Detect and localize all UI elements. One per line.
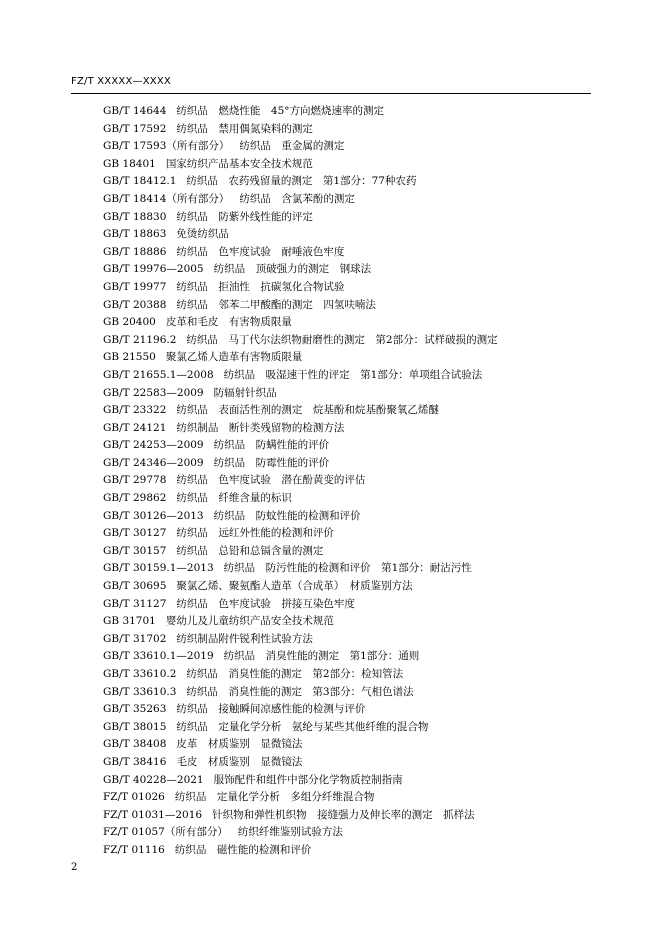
- standard-title: 纺织品 远红外性能的检测和评价: [176, 527, 334, 540]
- list-item: [103, 385, 633, 403]
- standard-title: 纺织品 色牢度试验 拼接互染色牢度: [176, 597, 355, 610]
- standard-title: 防辐射针织品: [213, 386, 277, 399]
- standard-title: 纺织品 接触瞬间凉感性能的检测与评价: [176, 703, 366, 716]
- list-item: [103, 789, 633, 807]
- standard-code: GB 31701: [103, 615, 156, 628]
- standard-title: 纺织品 纤维含量的标识: [176, 492, 292, 505]
- list-item: [103, 349, 633, 367]
- standard-title: 纺织品 顶破强力的测定 钢球法: [213, 263, 372, 276]
- standard-code: GB/T 24346—2009: [103, 456, 204, 469]
- standard-code: GB/T 18414（所有部分）: [103, 192, 230, 205]
- list-item: [103, 508, 633, 526]
- standard-title: 纺织品 邻苯二甲酸酯的测定 四氢呋喃法: [176, 298, 376, 311]
- standard-code: GB/T 40228—2021: [103, 773, 204, 786]
- list-item: [103, 226, 633, 244]
- list-item: [103, 613, 633, 631]
- standard-title: 毛皮 材质鉴别 显微镜法: [176, 755, 303, 768]
- standard-title: 纺织品 农药残留量的测定 第1部分：77种农药: [186, 175, 417, 188]
- standard-title: 针织物和弹性机织物 接缝强力及伸长率的测定 抓样法: [212, 808, 475, 821]
- standard-title: 纺织品 定量化学分析 氨纶与某些其他纤维的混合物: [176, 720, 429, 733]
- list-item: [103, 701, 633, 719]
- list-item: [103, 578, 633, 596]
- standard-title: 纺织品 防霉性能的评价: [213, 456, 330, 469]
- list-item: [103, 842, 633, 860]
- list-item: [103, 772, 633, 790]
- standard-code: GB/T 24253—2009: [103, 439, 204, 452]
- standard-code: GB 18401: [103, 157, 156, 170]
- standard-title: 纺织品 消臭性能的测定 第2部分：检知管法: [186, 668, 404, 680]
- standard-title: 纺织品 消臭性能的测定 第1部分：通则: [223, 650, 420, 663]
- standard-title: 纺织品 马丁代尔法织物耐磨性的测定 第2部分：试样破损的测定: [186, 333, 498, 346]
- list-item: [103, 754, 633, 772]
- list-item: [103, 314, 633, 332]
- list-item: [103, 596, 633, 614]
- standard-title: 纺织品 色牢度试验 耐唾液色牢度: [176, 245, 345, 258]
- standard-title: 服饰配件和组件中部分化学物质控制指南: [213, 773, 403, 786]
- standard-code: GB/T 30695: [103, 580, 167, 593]
- standard-code: GB/T 29778: [103, 474, 167, 487]
- standard-code: GB/T 23322: [103, 404, 167, 417]
- header-rule: [71, 93, 591, 94]
- standard-title: 纺织品 表面活性剂的测定 烷基酚和烷基酚聚氧乙烯醚: [176, 404, 439, 417]
- standard-title: 纺织品 防污性能的检测和评价 第1部分：耐沾污性: [223, 562, 472, 575]
- standard-title: 纺织品 拒油性 抗碳氢化合物试验: [176, 280, 345, 293]
- list-item: [103, 103, 633, 121]
- list-item: [103, 420, 633, 438]
- standard-title: 纺织品 含氯苯酚的测定: [239, 192, 355, 205]
- standard-code: GB/T 19976—2005: [103, 263, 204, 276]
- standard-title: 婴幼儿及儿童纺织产品安全技术规范: [165, 615, 334, 628]
- list-item: [103, 543, 633, 561]
- standard-code: GB/T 21196.2: [103, 333, 177, 346]
- standard-code: GB/T 38408: [103, 738, 167, 751]
- list-item: [103, 666, 633, 684]
- standard-code: GB 21550: [103, 351, 156, 364]
- list-item: [103, 367, 633, 385]
- list-item: [103, 279, 633, 297]
- standard-code: GB/T 19977: [103, 280, 167, 293]
- standard-title: 聚氯乙烯人造革有害物质限量: [165, 351, 303, 364]
- standard-title: 纺织制品 断针类残留物的检测方法: [176, 421, 345, 434]
- list-item: [103, 560, 633, 578]
- standard-code: GB/T 38015: [103, 720, 167, 733]
- list-item: [103, 807, 633, 825]
- standard-title: 纺织品 色牢度试验 潜在酚黄变的评估: [176, 474, 366, 487]
- standard-code: GB/T 14644: [103, 105, 167, 117]
- standard-title: 纺织品 燃烧性能 45°方向燃烧速率的测定: [176, 105, 385, 117]
- list-item: [103, 332, 633, 350]
- standard-title: 纺织制品附件锐利性试验方法: [176, 632, 313, 645]
- standard-code: GB/T 17592: [103, 122, 167, 135]
- list-item: [103, 684, 633, 702]
- standard-title: 皮革 材质鉴别 显微镜法: [176, 738, 303, 751]
- standard-code: GB/T 35263: [103, 703, 167, 716]
- standard-code: GB/T 30127: [103, 527, 167, 540]
- standard-code: GB/T 33610.3: [103, 685, 177, 698]
- list-item: [103, 824, 633, 842]
- list-item: [103, 261, 633, 279]
- list-item: [103, 719, 633, 737]
- list-item: [103, 244, 633, 262]
- standard-code: GB/T 24121: [103, 421, 167, 434]
- standard-title: 纺织品 防蚊性能的检测和评价: [213, 509, 361, 522]
- standard-code: GB/T 17593（所有部分）: [103, 140, 230, 153]
- standard-code: GB 20400: [103, 316, 156, 329]
- standard-code: GB/T 31702: [103, 632, 167, 645]
- standard-code: GB/T 18863: [103, 228, 167, 241]
- standard-title: 纺织品 总铅和总镉含量的测定: [176, 544, 324, 557]
- standard-title: 纺织品 防螨性能的评价: [213, 439, 330, 452]
- list-item: [103, 173, 633, 191]
- list-item: [103, 138, 633, 156]
- standard-title: 纺织纤维鉴别试验方法: [237, 826, 343, 839]
- standard-code: GB/T 18886: [103, 245, 167, 258]
- standard-code: GB/T 30126—2013: [103, 509, 204, 522]
- standard-title: 聚氯乙烯、聚氨酯人造革（合成革） 材质鉴别方法: [176, 580, 413, 593]
- list-item: [103, 297, 633, 315]
- standard-title: 纺织品 消臭性能的测定 第3部分：气相色谱法: [186, 685, 414, 698]
- list-item: [103, 648, 633, 666]
- standard-code: GB/T 29862: [103, 492, 167, 505]
- standard-code: FZ/T 01031—2016: [103, 808, 203, 821]
- list-item: [103, 631, 633, 649]
- standard-code: FZ/T 01057（所有部分）: [103, 826, 228, 839]
- standard-title: 纺织品 定量化学分析 多组分纤维混合物: [174, 791, 375, 804]
- standard-title: 纺织品 磁性能的检测和评价: [174, 843, 312, 856]
- standard-title: 皮革和毛皮 有害物质限量: [165, 316, 292, 329]
- standard-code: GB/T 30157: [103, 544, 167, 557]
- list-item: [103, 402, 633, 420]
- standard-title: 免烫纺织品: [176, 228, 229, 241]
- standard-code: GB/T 33610.2: [103, 668, 177, 680]
- standard-title: 纺织品 防紫外线性能的评定: [176, 210, 313, 223]
- standard-title: 纺织品 重金属的测定: [239, 140, 345, 153]
- standard-code: GB/T 30159.1—2013: [103, 562, 214, 575]
- normative-reference-list: [103, 103, 633, 860]
- document-code: FZ/T XXXXX—XXXX: [71, 76, 171, 87]
- standard-code: FZ/T 01116: [103, 843, 165, 856]
- standard-code: GB/T 33610.1—2019: [103, 650, 214, 663]
- standard-code: GB/T 21655.1—2008: [103, 368, 214, 381]
- list-item: [103, 525, 633, 543]
- list-item: [103, 156, 633, 174]
- standard-code: GB/T 22583—2009: [103, 386, 204, 399]
- page-number: 2: [71, 862, 78, 873]
- list-item: [103, 209, 633, 227]
- standard-code: GB/T 20388: [103, 298, 167, 311]
- list-item: [103, 437, 633, 455]
- list-item: [103, 490, 633, 508]
- standard-title: 纺织品 吸湿速干性的评定 第1部分：单项组合试验法: [223, 368, 483, 381]
- standard-code: GB/T 18412.1: [103, 175, 177, 188]
- list-item: [103, 455, 633, 473]
- standard-title: 国家纺织产品基本安全技术规范: [165, 157, 313, 170]
- standard-title: 纺织品 禁用偶氮染料的测定: [176, 122, 313, 135]
- standard-code: GB/T 31127: [103, 597, 167, 610]
- list-item: [103, 121, 633, 139]
- list-item: [103, 736, 633, 754]
- list-item: [103, 472, 633, 490]
- list-item: [103, 191, 633, 209]
- standard-code: GB/T 38416: [103, 755, 167, 768]
- standard-code: FZ/T 01026: [103, 791, 165, 804]
- standard-code: GB/T 18830: [103, 210, 167, 223]
